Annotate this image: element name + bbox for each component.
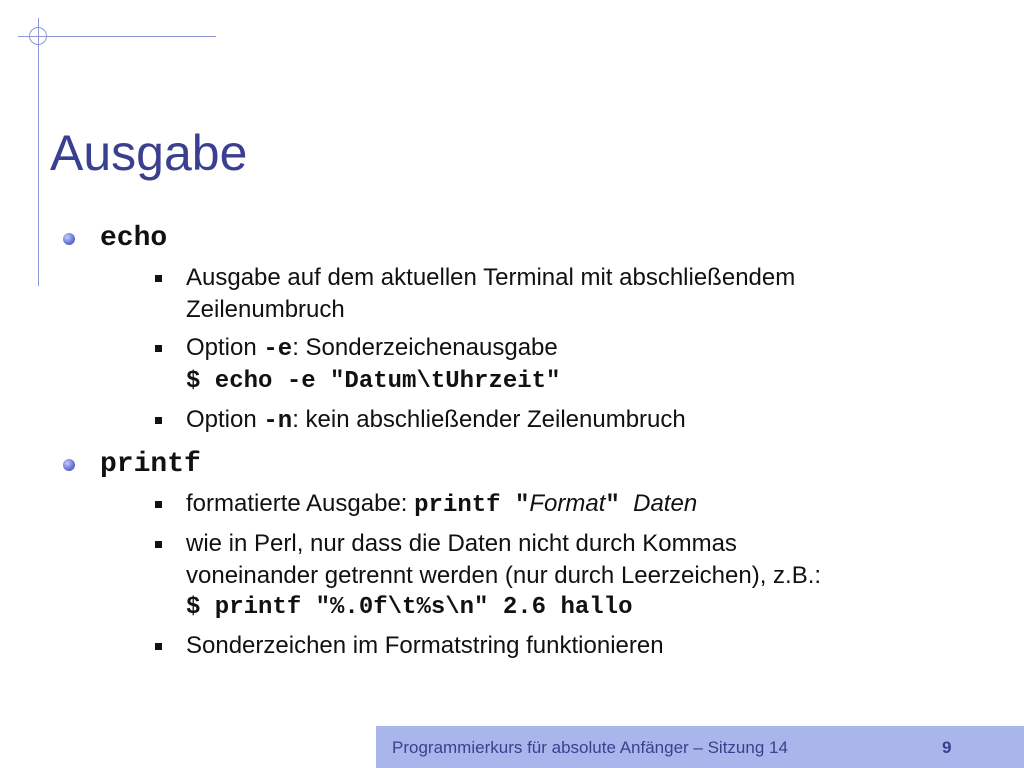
printf-item-perl	[100, 528, 990, 624]
decorative-vertical-line	[38, 18, 39, 286]
printf-format-placeholder: Format	[529, 490, 606, 517]
echo-item-description	[100, 262, 990, 326]
round-bullet-icon	[63, 459, 75, 471]
footer-text: Programmierkurs für absolute Anfänger – Sitzung 14	[392, 738, 788, 757]
bullet-echo	[60, 222, 990, 438]
square-bullet-icon	[155, 417, 162, 424]
option-e-example-code: $ echo -e "Datum\tUhrzeit"	[186, 368, 561, 395]
square-bullet-icon	[155, 275, 162, 282]
option-n-description: : kein abschließender Zeilenumbruch	[292, 406, 686, 433]
square-bullet-icon	[155, 345, 162, 352]
slide-content	[60, 222, 990, 672]
option-e-description: : Sonderzeichenausgabe	[292, 334, 558, 361]
echo-item-option-n	[100, 404, 990, 438]
printf-special-chars-text: Sonderzeichen im Formatstring funktionieren	[186, 632, 664, 659]
square-bullet-icon	[155, 643, 162, 650]
bullet-echo-heading: echo	[100, 223, 168, 254]
option-n-flag: -n	[263, 408, 293, 435]
echo-description-line-2: Zeilenumbruch	[186, 296, 345, 323]
printf-format-code-end: "	[605, 492, 620, 519]
decorative-horizontal-line	[18, 36, 216, 37]
echo-item-option-e	[100, 332, 990, 398]
square-bullet-icon	[155, 501, 162, 508]
square-bullet-icon	[155, 541, 162, 548]
round-bullet-icon	[63, 233, 75, 245]
printf-perl-line-1: wie in Perl, nur dass die Daten nicht durch Kommas	[186, 530, 737, 557]
option-e-prefix: Option	[186, 334, 264, 361]
printf-item-special-chars	[100, 630, 990, 662]
printf-format-code-start: printf "	[414, 492, 530, 519]
printf-daten-placeholder: Daten	[633, 490, 698, 517]
printf-perl-line-2: voneinander getrennt werden (nur durch Leerzeichen), z.B.:	[186, 562, 822, 589]
printf-item-format	[100, 488, 990, 522]
bullet-printf	[60, 448, 990, 662]
echo-description-line-1: Ausgabe auf dem aktuellen Terminal mit abschließendem	[186, 264, 796, 291]
bullet-printf-heading: printf	[100, 449, 201, 480]
printf-format-prefix: formatierte Ausgabe:	[186, 490, 415, 517]
option-n-prefix: Option	[186, 406, 264, 433]
slide-title: Ausgabe	[50, 125, 248, 181]
slide-footer	[376, 726, 1024, 768]
page-number: 9	[942, 738, 952, 757]
decorative-circle	[29, 27, 47, 45]
option-e-flag: -e	[263, 336, 293, 363]
printf-example-code: $ printf "%.0f\t%s\n" 2.6 hallo	[186, 594, 633, 621]
